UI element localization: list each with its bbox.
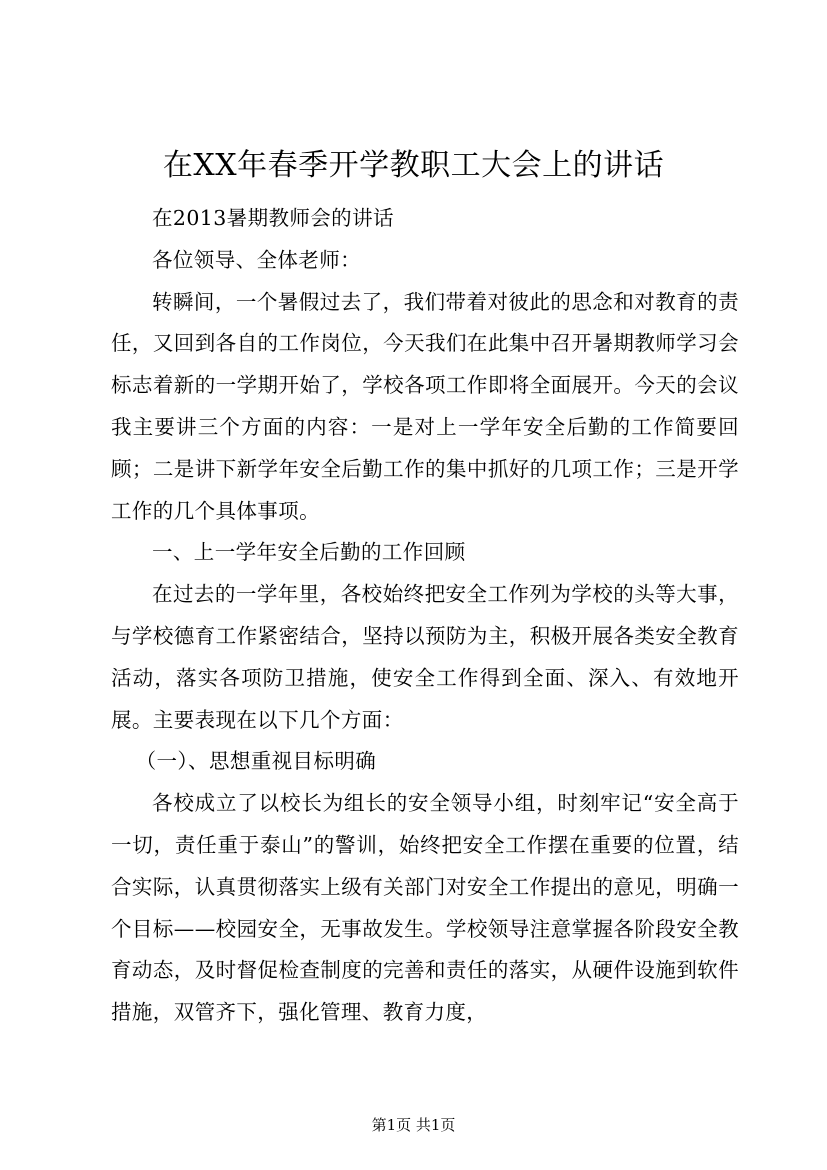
paragraph-intro: 转瞬间，一个暑假过去了，我们带着对彼此的思念和对教育的责任，又回到各自的工作岗位，今天我们在此集中召开暑期教师学习会标志着新的一学期开始了，学校各项工作即将全面展开。今天的会议我主要讲三个方面的内容：一是对上一学年安全后勤的工作简要回顾；二是讲下新学年安全后勤工作的集中抓好的几项工作；三是开学工作的几个具体事项。: [111, 289, 739, 523]
paragraph-salutation: 各位领导、全体老师：: [152, 247, 361, 272]
paragraph-safety: 各校成立了以校长为组长的安全领导小组，时刻牢记“安全高于一切，责任重于泰山”的警训，始终把安全工作摆在重要的位置，结合实际，认真贯彻落实上级有关部门对安全工作提出的意见，明确一个目标——校园安全，无事故发生。学校领导注意掌握各阶段安全教育动态，及时督促检查制度的完善和责任的落实，从硬件设施到软件措施，双管齐下，强化管理、教育力度，: [111, 791, 739, 1025]
page-footer: 第1页 共1页: [371, 1116, 456, 1134]
paragraph-review: 在过去的一学年里，各校始终把安全工作列为学校的头等大事，与学校德育工作紧密结合，坚持以预防为主，积极开展各类安全教育活动，落实各项防卫措施，使安全工作得到全面、深入、有效地开展。主要表现在以下几个方面：: [111, 582, 739, 732]
document-title: 在XX年春季开学教职工大会上的讲话: [162, 148, 665, 183]
document-body: [111, 198, 739, 1034]
paragraph-subtitle: 在2013暑期教师会的讲话: [152, 206, 394, 230]
subsection-heading: （一）、思想重视目标明确: [135, 749, 377, 774]
section-heading: 一、上一学年安全后勤的工作回顾: [152, 540, 466, 565]
